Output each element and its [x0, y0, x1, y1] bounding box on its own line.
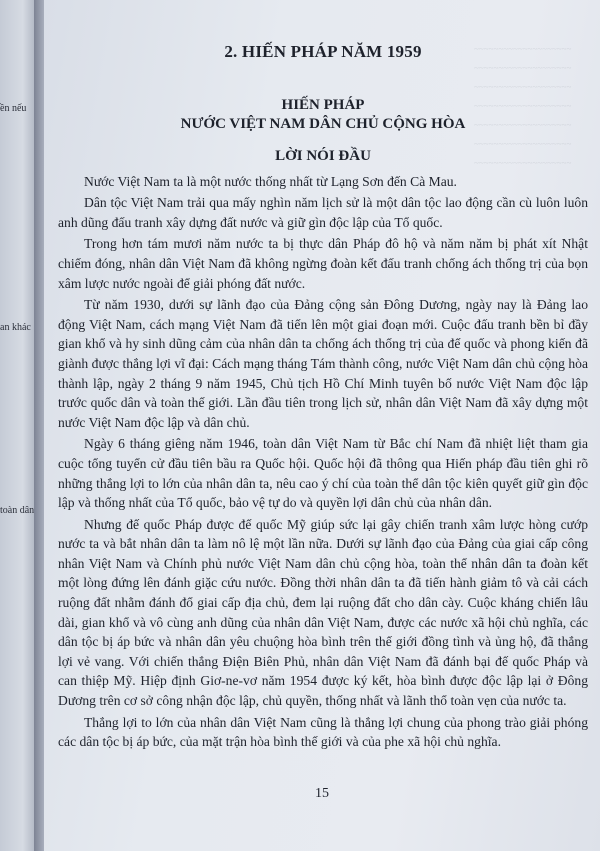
show-through-text: ~~~~~~~~~~~~~~~~~~~~ ~~~~~~~~~~~~~~~~~~~~ ~~~~~~~~~~~~~~~~~~~~ ~~~~~~~~~~~~~~~~~~~~ ~~~~~~~~~~~~~~~~~~~~ ~~~~~~~~~~~~~~~~~~~~ ~~~~~~~~~~~~~~~~~~~~ [474, 44, 572, 168]
preamble-heading: LỜI NÓI ĐẦU [275, 147, 371, 164]
constitution-title: HIẾN PHÁP [281, 96, 365, 113]
page-content [58, 42, 588, 754]
paragraph: Thắng lợi to lớn của nhân dân Việt Nam cũng là thắng lợi chung của phong trào giải phóng các dân tộc bị áp bức, của mặt trận hòa bình thế giới và của phe xã hội chủ nghĩa. [58, 714, 588, 750]
paragraph: Nước Việt Nam ta là một nước thống nhất từ Lạng Sơn đến Cà Mau. [84, 173, 457, 189]
paragraph: Từ năm 1930, dưới sự lãnh đạo của Đảng cộng sản Đông Dương, ngày nay là Đảng lao động Việt Nam, cách mạng Việt Nam đã tiến lên một giai đoạn mới. Cuộc đấu tranh bền bỉ đầy gian khổ và hy sinh dũng cảm của nhân dân ta chống ách thống trị của đế quốc và phong kiến đã giành được thắng lợi vĩ đại: Cách mạng tháng Tám thành công, nước Việt Nam dân chủ cộng hòa thành lập, ngày 2 tháng 9 năm 1945, Chủ tịch Hồ Chí Minh tuyên bố nước Việt Nam độc lập trước quốc dân và toàn thế giới. Lần đầu tiên trong lịch sử, nhân dân Việt Nam đã xây dựng một nước Việt Nam độc lập và dân chủ. [58, 297, 588, 430]
left-page-fragment: an khác [0, 322, 31, 333]
section-title: 2. HIẾN PHÁP NĂM 1959 [224, 42, 422, 61]
left-page-edge [0, 0, 38, 851]
left-page-fragment: ền nếu [0, 103, 27, 114]
paragraph: Trong hơn tám mươi năm nước ta bị thực dân Pháp đô hộ và năm năm bị phát xít Nhật chiếm đóng, nhân dân Việt Nam đã không ngừng đoàn kết đấu tranh chống ách thống trị của bọn xâm lược nước ngoài để giải phóng đất nước. [58, 236, 588, 291]
paragraph: Nhưng đế quốc Pháp được đế quốc Mỹ giúp sức lại gây chiến tranh xâm lược hòng cướp nước ta và bắt nhân dân ta làm nô lệ một lần nữa. Dưới sự lãnh đạo của Đảng của giai cấp công nhân Việt Nam và Chính phủ nước Việt Nam dân chủ cộng hòa, toàn thể nhân dân ta đoàn kết một lòng đứng lên đánh giặc cứu nước. Đồng thời nhân dân ta đã tiến hành giảm tô và cải cách ruộng đất nhằm đánh đổ giai cấp địa chủ, đem lại ruộng đất cho dân cày. Cuộc kháng chiến lâu dài, gian khổ và vô cùng anh dũng của nhân dân Việt Nam, được các nước xã hội chủ nghĩa, các dân tộc bị áp bức và nhân dân yêu chuộng hòa bình trên thế giới đồng tình và ủng hộ, đã thắng lợi vẻ vang. Với chiến thắng Điện Biên Phủ, nhân dân Việt Nam đã đánh bại đế quốc Pháp và can thiệp Mỹ. Hiệp định Giơ-ne-vơ năm 1954 được ký kết, hòa bình được độc lập lại ở Đông Dương trên cơ sở công nhận độc lập, chủ quyền, thống nhất và lãnh thổ toàn vẹn của nước ta. [58, 516, 588, 709]
paragraph: Ngày 6 tháng giêng năm 1946, toàn dân Việt Nam từ Bắc chí Nam đã nhiệt liệt tham gia cuộc tổng tuyển cử đầu tiên bầu ra Quốc hội. Quốc hội đã thông qua Hiến pháp đầu tiên ghi rõ những thắng lợi to lớn của nhân dân ta, nêu cao ý chí của toàn thể dân tộc kiên quyết giữ gìn độc lập và thống nhất của Tổ quốc, bảo vệ tự do và quyền lợi dân chủ của nhân dân. [58, 436, 588, 511]
left-page-fragment: toàn dân [0, 505, 35, 516]
paragraph: Dân tộc Việt Nam trải qua mấy nghìn năm lịch sử là một dân tộc lao động cần cù luôn luôn anh dũng đấu tranh xây dựng đất nước và giữ gìn độc lập của Tổ quốc. [58, 195, 588, 230]
book-page [44, 0, 600, 851]
constitution-subtitle: NƯỚC VIỆT NAM DÂN CHỦ CỘNG HÒA [180, 115, 466, 132]
page-number: 15 [315, 786, 329, 801]
